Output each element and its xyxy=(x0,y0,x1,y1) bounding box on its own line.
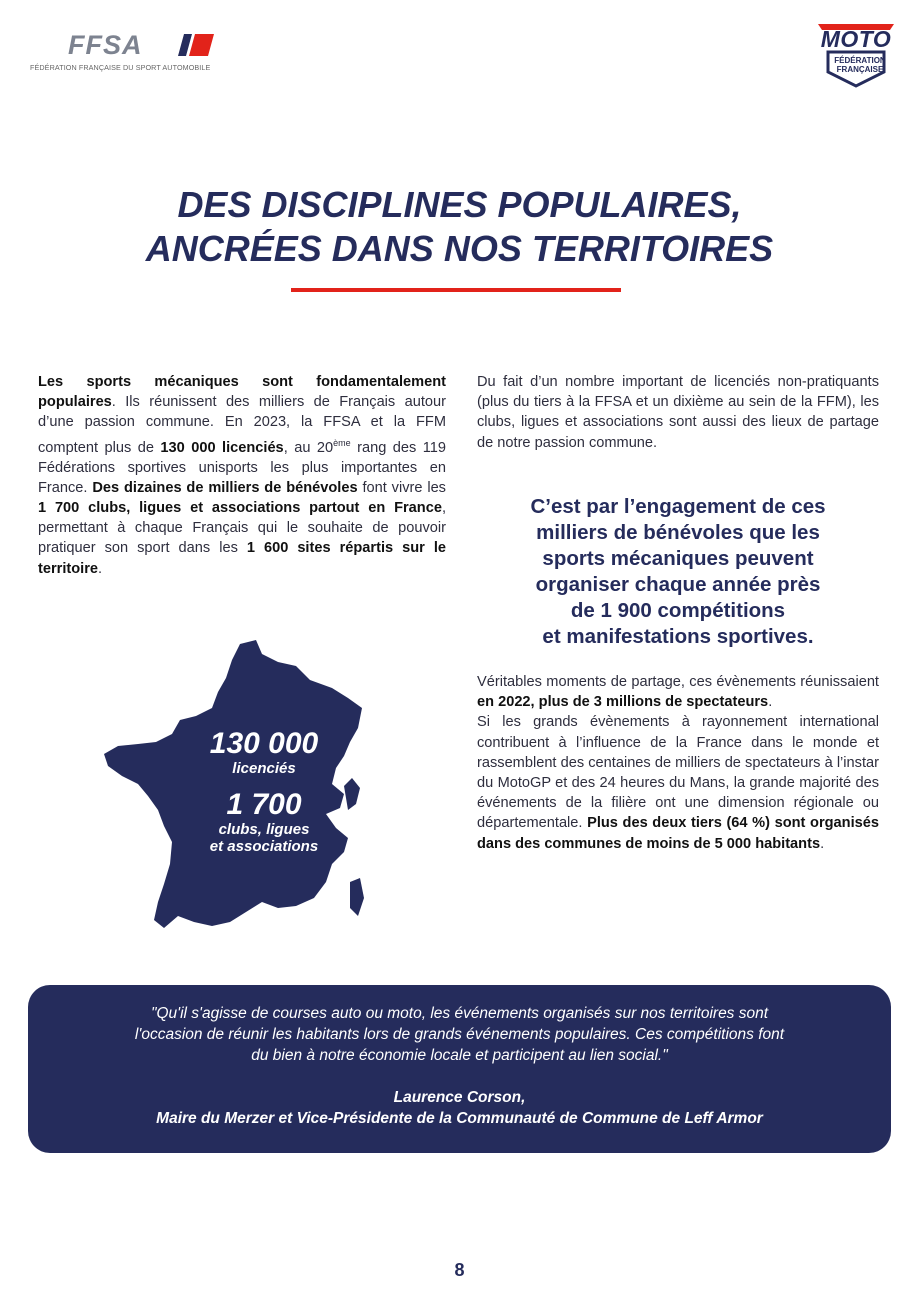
stat-clubs-label-1: clubs, ligues xyxy=(218,821,310,838)
testimonial-box xyxy=(28,985,891,1153)
stat-licencies-value: 130 000 xyxy=(209,727,319,760)
page-title xyxy=(0,183,919,271)
testimonial-author xyxy=(48,1087,871,1129)
testimonial-quote: "Qu'il s'agisse de courses auto ou moto, les événements organisés sur nos territoires sont l'occasion de réunir les habitants lors de grands événements populaires. Ces compétitions font du bien à notre économie locale et participent au lien social." xyxy=(134,1005,785,1064)
ffsa-flag-icon xyxy=(178,34,214,56)
left-column-text: Les sports mécaniques sont fondamentalement populaires. Ils réunissent des milliers de Français autour d’une passion commune. En 2023, la FFSA et la FFM comptent plus de 130 000 licenciés, au 20ème rang des 119 Fédérations sportives unisports les plus importantes en France. Des dizaines de milliers de bénévoles font vivre les 1 700 clubs, ligues et associations partout en France, permettant à chaque Français qui le souhaite de pouvoir pratiquer son sport dans les 1 600 sites répartis sur le territoire. xyxy=(38,374,447,577)
title-line-2: ANCRÉES DANS NOS TERRITOIRES xyxy=(145,228,774,269)
right-column-intro: Du fait d’un nombre important de licenciés non-pratiquants (plus du tiers à la FFSA et un dixième au sein de la FFM), les clubs, ligues et associations sont aussi des lieux de partage de notre passion commune. xyxy=(477,374,879,451)
stat-clubs-label-2: et associations xyxy=(209,838,319,855)
moto-logo-subtitle: FÉDÉRATION FRANÇAISE xyxy=(834,56,886,74)
paragraph-spectators: Véritables moments de partage, ces évènements réunissaient en 2022, plus de 3 millions de spectateurs. xyxy=(477,674,879,711)
stat-clubs-value: 1 700 xyxy=(226,788,302,821)
ffsa-tagline: FÉDÉRATION FRANÇAISE DU SPORT AUTOMOBILE xyxy=(30,63,211,72)
moto-logo xyxy=(808,22,904,88)
pull-quote: C’est par l’engagement de ces milliers de bénévoles que les sports mécaniques peuvent organiser chaque année près de 1 900 compétitions et manifestations sportives. xyxy=(530,495,826,648)
author-role: Maire du Merzer et Vice-Présidente de la Communauté de Commune de Leff Armor xyxy=(156,1110,763,1127)
title-line-1: DES DISCIPLINES POPULAIRES, xyxy=(177,184,742,225)
moto-logo-text: MOTO xyxy=(820,26,892,52)
page-number: 8 xyxy=(454,1260,465,1280)
ffsa-logo-text: FFSA xyxy=(68,30,143,60)
stat-licencies-label: licenciés xyxy=(232,760,296,777)
ffsa-logo xyxy=(30,30,260,75)
map-stats xyxy=(190,728,338,855)
author-name: Laurence Corson, xyxy=(393,1089,526,1106)
right-column-body xyxy=(477,672,879,854)
title-underline xyxy=(291,288,621,292)
paragraph-events: Si les grands évènements à rayonnement international contribuent à l’influence de la France dans le monde et rassemblent des centaines de milliers de spectateurs à l’instar du MotoGP et des 24 heures du Mans, la grande majorité des événements de la filière ont une dimension régionale ou départementale. Plus des deux tiers (64 %) sont organisés dans des communes de moins de 5 000 habitants. xyxy=(477,714,879,852)
